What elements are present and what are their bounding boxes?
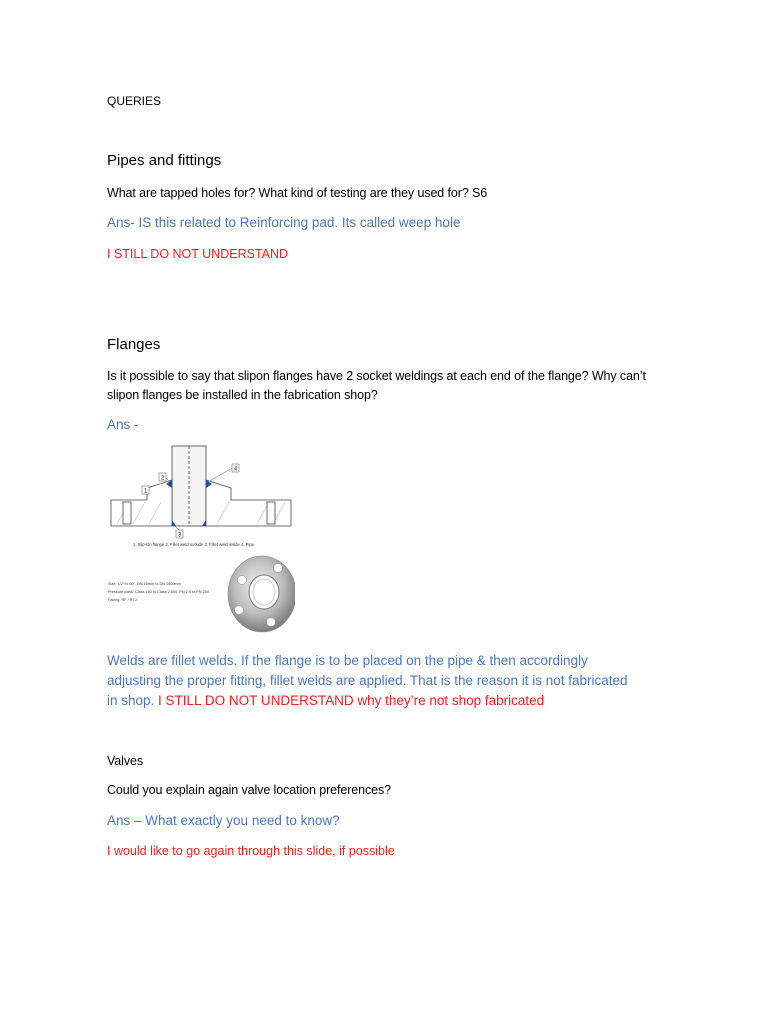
flanges-question-line1: Is it possible to say that slipon flanges have 2 socket weldings at each end of the flange? Why can’t [107,369,646,383]
flanges-answer-line3-blue: in shop. [107,693,159,708]
callout-3-label: 3 [178,532,182,539]
figure-spec-pressure: Pressure class: Class 150 to Class 2,500, PN 2.5 to PN 250 [108,590,209,594]
callout-2-label: 2 [161,475,165,482]
flange-photo [228,556,295,632]
flanges-followup: I STILL DO NOT UNDERSTAND why they’re not shop fabricated [158,693,545,708]
pipes-question: What are tapped holes for? What kind of testing are they used for? S6 [107,186,488,200]
flanges-question-line2: slipon flanges be installed in the fabrication shop? [107,388,378,402]
flanges-answer-line1: Welds are fillet welds. If the flange is to be placed on the pipe & then accordingly [107,653,588,668]
valves-heading: Valves [107,754,143,768]
pipes-heading: Pipes and fittings [107,152,222,169]
queries-title: QUERIES [107,94,162,108]
flanges-answer-line2: adjusting the proper fitting, fillet welds are applied. That is the reason it is not fabricated [107,673,628,688]
callout-1-label: 1 [144,488,148,495]
flanges-answer-line3 [107,693,544,708]
valves-answer: Ans – What exactly you need to know? [107,813,340,828]
pipes-answer: Ans- IS this related to Reinforcing pad. Its called weep hole [107,215,461,230]
flanges-answer-prefix: Ans - [107,417,139,432]
figure-caption: 1. Slip-On flange 2. Fillet weld outside 3. Fillet weld inside 4. Pipe [133,542,255,547]
valves-question: Could you explain again valve location preferences? [107,783,391,797]
flanges-heading: Flanges [107,336,161,353]
figure-spec-size: Size: 1/2" to 60", DN 15mm to DN 1500mm [108,582,181,586]
valves-followup: I would like to go again through this slide, if possible [107,844,395,858]
flange-cross-section [111,446,291,526]
figure-spec-facing: Facing: RF / RTJ [108,598,137,602]
callout-4-label: 4 [234,466,238,473]
pipes-followup: I STILL DO NOT UNDERSTAND [107,247,289,261]
